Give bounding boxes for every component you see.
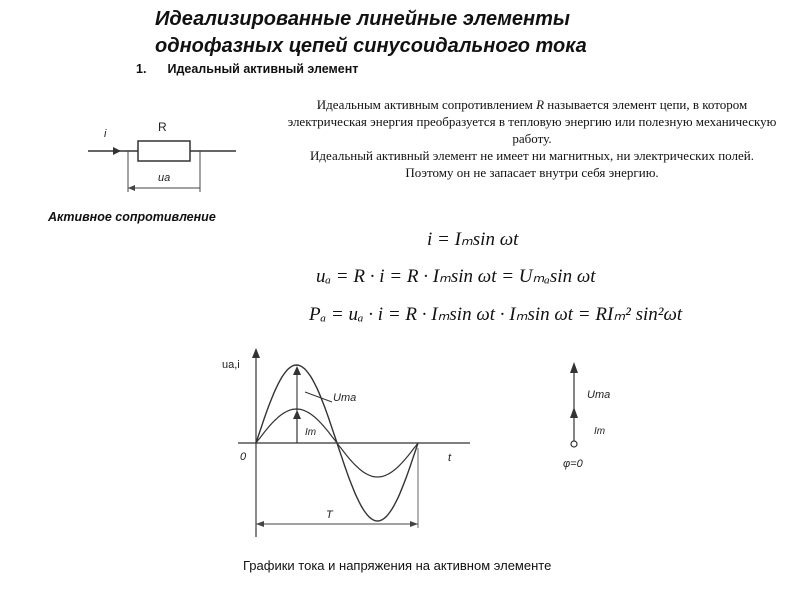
current-label: i: [104, 128, 107, 140]
formula-current: i = Iₘsin ωt: [427, 229, 519, 250]
title-line-2: однофазных цепей синусоидального тока: [155, 35, 587, 57]
circuit-caption: Активное сопротивление: [48, 210, 216, 224]
phasor-uma-label: Uma: [587, 389, 611, 401]
graph-caption: Графики тока и напряжения на активном элементе: [243, 558, 552, 573]
current-phasor-arrow-icon: [570, 407, 578, 418]
resistance-symbol: R: [536, 97, 545, 112]
origin-label: 0: [240, 451, 247, 463]
section-number: 1.: [136, 62, 147, 76]
period-label: T: [326, 509, 333, 521]
description-paragraph-1: Идеальным активным сопротивлением R называется элемент цепи, в котором электрическая энергия преобразуется в тепловую энергию или полезную механическую работу.: [287, 97, 777, 146]
phasor-origin: [571, 441, 577, 447]
x-axis-label: t: [448, 452, 452, 464]
description-paragraph-3: Поэтому он не запасает внутри себя энергию.: [405, 165, 659, 180]
resistor-label: R: [158, 120, 167, 134]
voltage-phasor-arrow-icon: [570, 362, 578, 373]
im-label: Im: [305, 427, 317, 438]
formula-power: Pₐ = uₐ · i = R · Iₘsin ωt · Iₘsin ωt = RIₘ² sin²ωt: [309, 304, 683, 325]
phasor-im-label: Im: [594, 426, 606, 437]
voltage-label: uа: [158, 172, 171, 184]
section-heading-text: Идеальный активный элемент: [167, 62, 359, 76]
description-paragraph-2: Идеальный активный элемент не имеет ни магнитных, ни электрических полей.: [310, 148, 754, 163]
title-line-1: Идеализированные линейные элементы: [155, 8, 570, 30]
phase-label: φ=0: [563, 458, 583, 470]
uma-label: Uma: [333, 392, 357, 404]
y-axis-label: uа,i: [222, 359, 240, 371]
formula-voltage: uₐ = R · i = R · Iₘsin ωt = Uₘₐsin ωt: [316, 266, 596, 287]
